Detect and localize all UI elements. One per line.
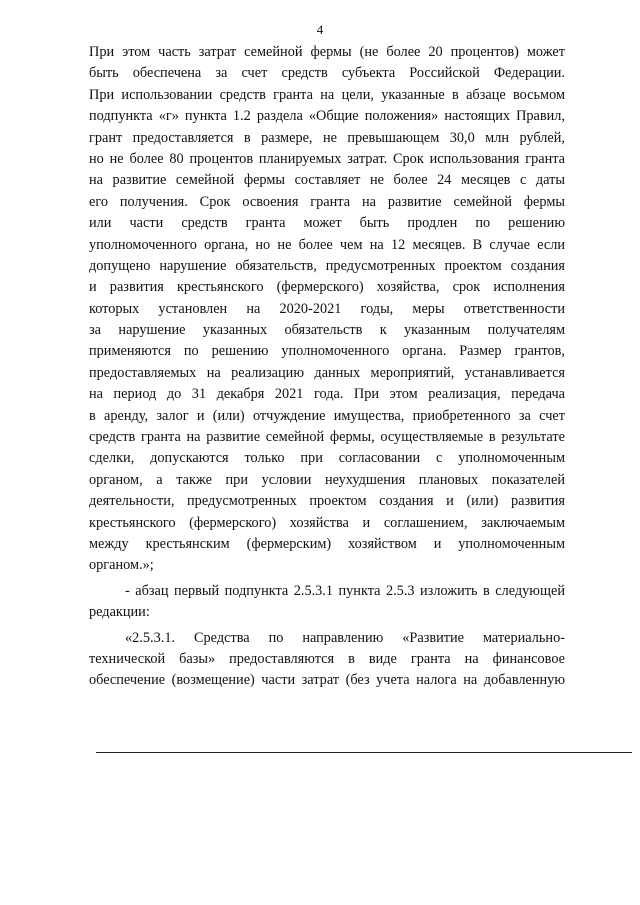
text-line: редакции:: [89, 604, 150, 621]
text-line: предоставляемых на реализацию данных мероприятий, устанавливается: [89, 364, 565, 381]
text-line: его получения. Срок освоения гранта на развитие семейной фермы: [89, 193, 565, 210]
page-number: 4: [316, 22, 324, 37]
text-line: грант предоставляется в размере, не превышающем 30,0 млн рублей,: [89, 129, 565, 146]
text-line: крестьянского (фермерского) хозяйства и соглашением, заключаемым: [89, 514, 565, 531]
horizontal-divider: [96, 752, 632, 753]
text-line: быть обеспечена за счет средств субъекта Российской Федерации.: [89, 65, 565, 82]
text-line: применяются по решению уполномоченного органа. Размер грантов,: [89, 343, 565, 360]
text-line: допущено нарушение обязательств, предусмотренных проектом создания: [89, 257, 565, 274]
text-line: на развитие семейной фермы составляет не более 24 месяцев с даты: [89, 172, 565, 189]
text-line: обеспечение (возмещение) части затрат (без учета налога на добавленную: [89, 672, 565, 689]
text-line: подпункта «г» пункта 1.2 раздела «Общие положения» настоящих Правил,: [89, 108, 565, 125]
text-line: и развития крестьянского (фермерского) хозяйства, срок исполнения: [89, 279, 565, 296]
text-line: или части средств гранта может быть продлен по решению: [89, 215, 565, 232]
text-line: на период до 31 декабря 2021 года. При этом реализация, передача: [89, 386, 565, 403]
text-line: которых установлен на 2020-2021 годы, меры ответственности: [89, 300, 565, 317]
text-line: технической базы» предоставляются в виде гранта на финансовое: [89, 650, 565, 667]
text-line: органом.»;: [89, 557, 154, 574]
text-line: за нарушение указанных обязательств к указанным получателям: [89, 322, 565, 339]
text-line: При этом часть затрат семейной фермы (не более 20 процентов) может: [89, 44, 565, 60]
text-line: органом, а также при условии неухудшения плановых показателей: [89, 471, 565, 488]
text-line: «2.5.3.1. Средства по направлению «Развитие материально-: [125, 629, 565, 646]
document-body: [89, 42, 565, 692]
text-line: При использовании средств гранта на цели, указанные в абзаце восьмом: [89, 86, 565, 103]
text-line: деятельности, предусмотренных проектом создания и (или) развития: [89, 493, 565, 510]
text-line: в аренду, залог и (или) отчуждение имущества, приобретенного за счет: [89, 407, 565, 424]
text-line: между крестьянским (фермерским) хозяйством и уполномоченным: [89, 535, 565, 552]
text-line: уполномоченного органа, но не более чем на 12 месяцев. В случае если: [89, 236, 565, 253]
text-line: но не более 80 процентов планируемых затрат. Срок использования гранта: [89, 150, 565, 167]
text-line: - абзац первый подпункта 2.5.3.1 пункта 2.5.3 изложить в следующей: [125, 582, 565, 599]
text-line: средств гранта на развитие семейной фермы, осуществляемые в результате: [89, 429, 565, 446]
text-line: сделки, допускаются только при согласовании с уполномоченным: [89, 450, 565, 467]
